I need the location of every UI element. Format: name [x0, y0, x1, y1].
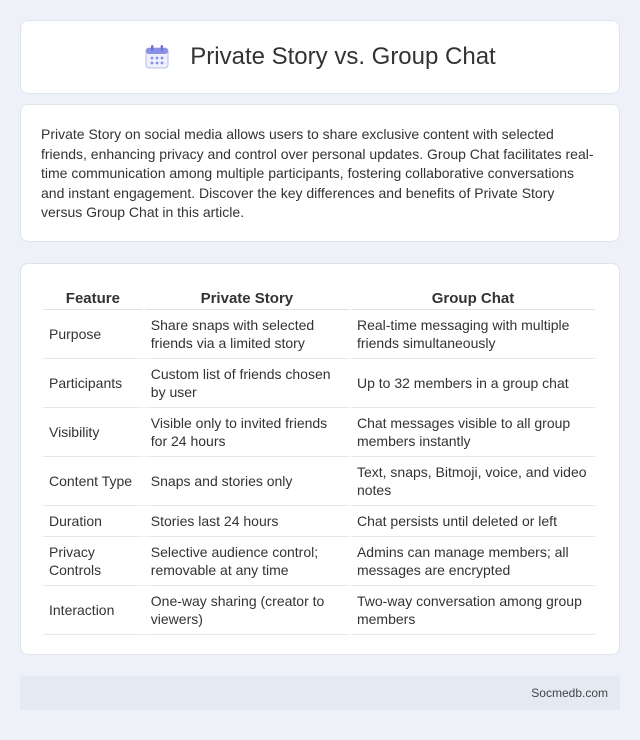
- comparison-table: [41, 284, 597, 635]
- private-story-cell: One-way sharing (creator to viewers): [145, 586, 349, 635]
- group-chat-cell: Two-way conversation among group members: [351, 586, 595, 635]
- feature-cell: Privacy Controls: [43, 537, 143, 586]
- page-title-text: Private Story vs. Group Chat: [190, 43, 496, 70]
- intro-paragraph: Private Story on social media allows users to share exclusive content with selected friends, enhancing privacy and control over personal updates. Group Chat facilitates real-time communication among multiple participants, fostering collaborative conversations and instant engagement. Discover the key differences and benefits of Private Story versus Group Chat in this article.: [41, 126, 594, 220]
- feature-cell: Visibility: [43, 408, 143, 457]
- group-chat-cell: Chat persists until deleted or left: [351, 506, 595, 537]
- column-header-private-story: Private Story: [145, 284, 349, 310]
- group-chat-cell: Admins can manage members; all messages are encrypted: [351, 537, 595, 586]
- table-row: [43, 586, 595, 635]
- table-row: [43, 359, 595, 408]
- calendar-icon: [144, 44, 170, 70]
- private-story-cell: Share snaps with selected friends via a limited story: [145, 310, 349, 359]
- table-row: [43, 506, 595, 537]
- group-chat-cell: Chat messages visible to all group members instantly: [351, 408, 595, 457]
- private-story-cell: Visible only to invited friends for 24 hours: [145, 408, 349, 457]
- feature-cell: Duration: [43, 506, 143, 537]
- page-title: [144, 43, 495, 71]
- feature-cell: Participants: [43, 359, 143, 408]
- group-chat-cell: Up to 32 members in a group chat: [351, 359, 595, 408]
- table-row: [43, 537, 595, 586]
- feature-cell: Content Type: [43, 457, 143, 506]
- footer: [20, 676, 620, 710]
- comparison-card: [20, 263, 620, 655]
- intro-card: [20, 104, 620, 242]
- feature-cell: Interaction: [43, 586, 143, 635]
- private-story-cell: Snaps and stories only: [145, 457, 349, 506]
- group-chat-cell: Text, snaps, Bitmoji, voice, and video notes: [351, 457, 595, 506]
- feature-cell: Purpose: [43, 310, 143, 359]
- group-chat-cell: Real-time messaging with multiple friends simultaneously: [351, 310, 595, 359]
- column-header-feature: Feature: [43, 284, 143, 310]
- table-header-row: [43, 284, 595, 310]
- column-header-group-chat: Group Chat: [351, 284, 595, 310]
- table-row: [43, 408, 595, 457]
- table-row: [43, 457, 595, 506]
- private-story-cell: Selective audience control; removable at any time: [145, 537, 349, 586]
- footer-site-link[interactable]: Socmedb.com: [531, 686, 608, 700]
- title-card: [20, 20, 620, 94]
- table-row: [43, 310, 595, 359]
- private-story-cell: Custom list of friends chosen by user: [145, 359, 349, 408]
- private-story-cell: Stories last 24 hours: [145, 506, 349, 537]
